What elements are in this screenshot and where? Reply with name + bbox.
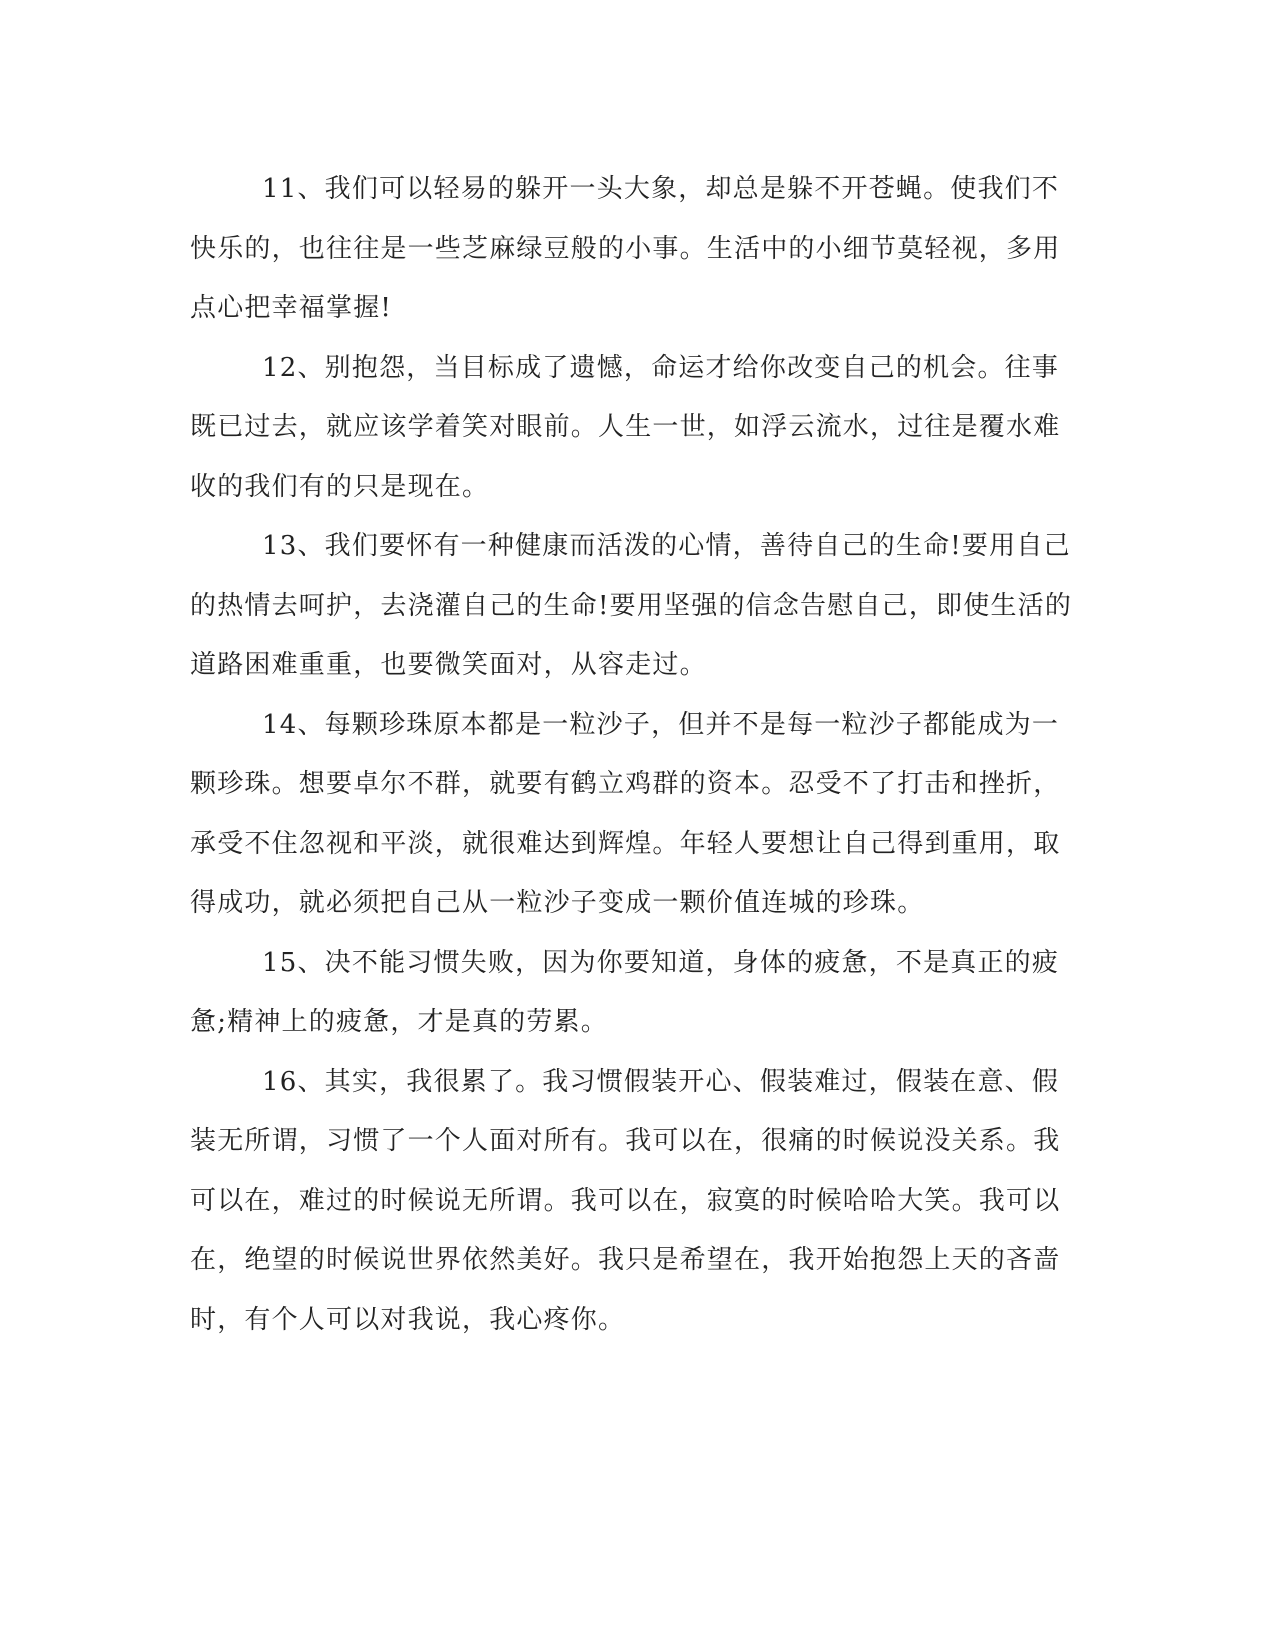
paragraph-14: 14、每颗珍珠原本都是一粒沙子，但并不是每一粒沙子都能成为一颗珍珠。想要卓尔不群，就要有鹤立鸡群的资本。忍受不了打击和挫折，承受不住忽视和平淡，就很难达到辉煌。年轻人要想让自己得到重用，取得成功，就必须把自己从一粒沙子变成一颗价值连城的珍珠。	[190, 709, 1061, 918]
paragraph-16: 16、其实，我很累了。我习惯假装开心、假装难过，假装在意、假装无所谓，习惯了一个人面对所有。我可以在，很痛的时候说没关系。我可以在，难过的时候说无所谓。我可以在，寂寞的时候哈哈大笑。我可以在，绝望的时候说世界依然美好。我只是希望在，我开始抱怨上天的吝啬时，有个人可以对我说，我心疼你。	[190, 1066, 1061, 1335]
paragraph-13: 13、我们要怀有一种健康而活泼的心情，善待自己的生命!要用自己的热情去呵护，去浇灌自己的生命!要用坚强的信念告慰自己，即使生活的道路困难重重，也要微笑面对，从容走过。	[190, 531, 1073, 680]
paragraph-11: 11、我们可以轻易的躲开一头大象，却总是躲不开苍蝇。使我们不快乐的，也往往是一些芝麻绿豆般的小事。生活中的小细节莫轻视，多用点心把幸福掌握!	[190, 174, 1061, 323]
paragraph-12: 12、别抱怨，当目标成了遗憾，命运才给你改变自己的机会。往事既已过去，就应该学着笑对眼前。人生一世，如浮云流水，过往是覆水难收的我们有的只是现在。	[190, 352, 1061, 502]
document-body	[190, 160, 1085, 1350]
paragraph-15: 15、决不能习惯失败，因为你要知道，身体的疲惫，不是真正的疲惫;精神上的疲惫，才是真的劳累。	[190, 947, 1060, 1037]
